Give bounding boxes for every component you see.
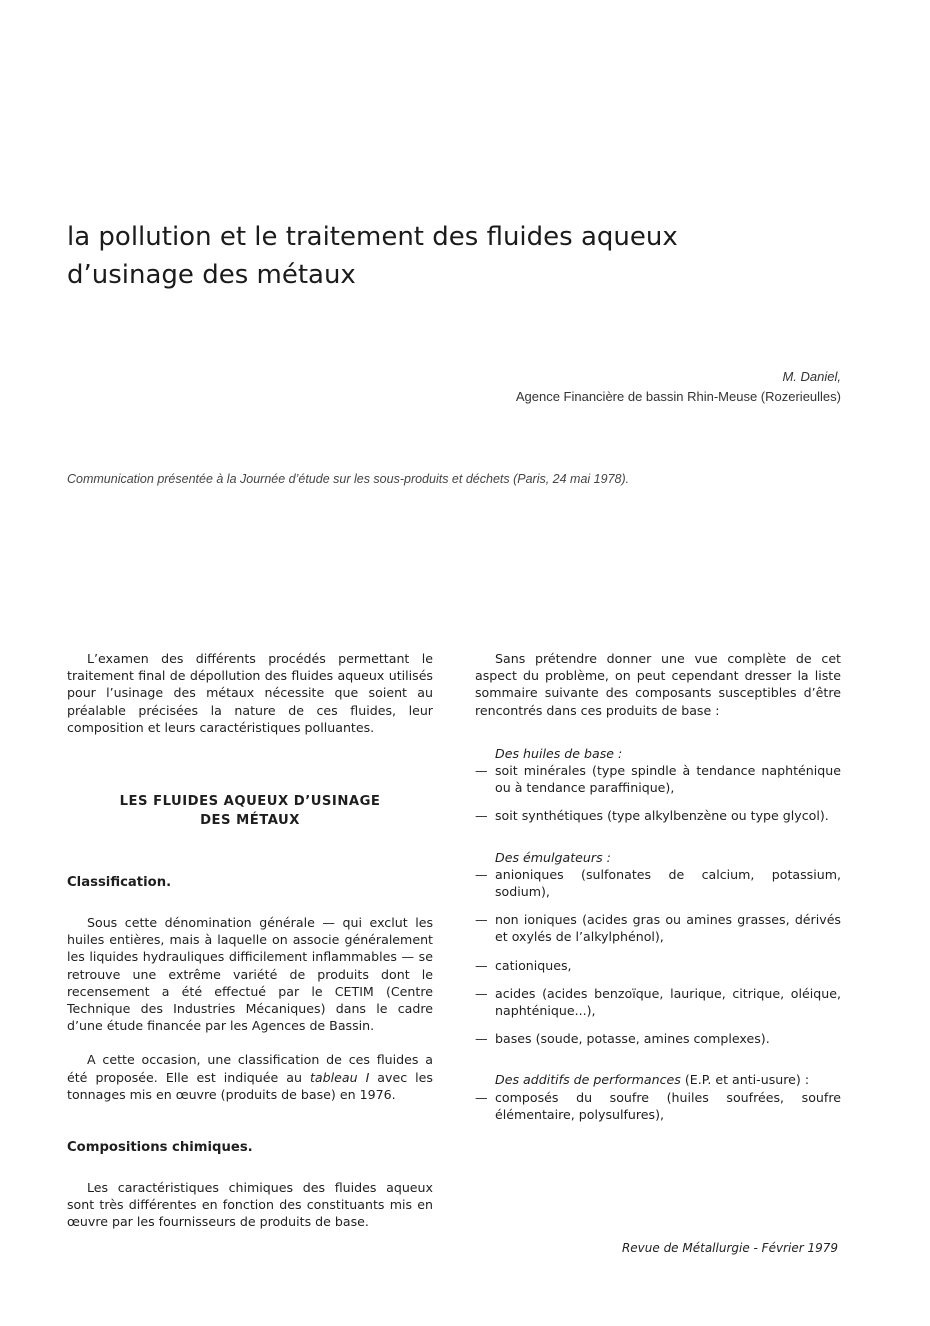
list-item (475, 762, 841, 796)
dash-bullet: — (475, 808, 488, 824)
list-item (475, 957, 841, 974)
list-additifs (475, 1089, 841, 1123)
list-item-text: composés du soufre (huiles soufrées, soufre élémentaire, polysulfures), (495, 1089, 841, 1122)
list-item (475, 866, 841, 900)
author-name: M. Daniel, (782, 369, 841, 384)
communication-note: Communication présentée à la Journée d’étude sur les sous-produits et déchets (Paris, 24 mai 1978). (67, 472, 630, 486)
dash-bullet: — (475, 985, 488, 1001)
table-reference: tableau I (309, 1069, 370, 1085)
dash-bullet: — (475, 763, 488, 779)
list-item-text: bases (soude, potasse, amines complexes). (495, 1031, 770, 1047)
article-title-line-1: la pollution et le traitement des fluides aqueux (67, 222, 678, 252)
intro-paragraph: L’examen des différents procédés permettant le traitement final de dépollution des fluides aqueux utilisés pour l’usinage des métaux nécessite que soient au préalable précisées la nature de ces fluides, leur composition et leurs caractéristiques polluantes. (67, 651, 433, 735)
group-label-additifs-italic: Des additifs de performances (495, 1072, 681, 1088)
compositions-paragraph-1: Les caractéristiques chimiques des fluides aqueux sont très différentes en fonction des constituants mis en œuvre par les fournisseurs de produits de base. (67, 1180, 433, 1230)
group-label-additifs (475, 1071, 841, 1088)
section-heading-line-1: LES FLUIDES AQUEUX D’USINAGE (119, 794, 381, 810)
group-label-emulgateurs: Des émulgateurs : (495, 849, 611, 865)
list-item-text: non ioniques (acides gras ou amines grasses, dérivés et oxylés de l’alkylphénol), (495, 912, 841, 945)
right-column (475, 650, 841, 1134)
list-item (475, 985, 841, 1019)
list-item (475, 911, 841, 945)
author-affiliation: Agence Financière de bassin Rhin-Meuse (Rozerieulles) (515, 389, 841, 404)
dash-bullet: — (475, 866, 488, 882)
list-huiles (475, 762, 841, 825)
author-block (516, 367, 841, 407)
list-emulgateurs (475, 866, 841, 1048)
classification-paragraph-2 (67, 1051, 433, 1103)
list-item-text: cationiques, (495, 957, 572, 973)
dash-bullet: — (475, 912, 488, 928)
section-heading-line-2: DES MÉTAUX (200, 813, 300, 829)
group-label-additifs-rest: (E.P. et anti-usure) : (680, 1072, 810, 1088)
list-item-text: soit synthétiques (type alkylbenzène ou type glycol). (495, 808, 829, 824)
list-item (475, 1030, 841, 1047)
list-item (475, 1089, 841, 1123)
article-title-line-2: d’usinage des métaux (67, 260, 356, 290)
classification-paragraph-2-start: A cette occasion, une classification de ces fluides a été proposée. Elle est indiquée au (67, 1052, 433, 1085)
dash-bullet: — (475, 1031, 488, 1047)
left-column (67, 650, 433, 1231)
compositions-heading: Compositions chimiques. (67, 1140, 253, 1156)
list-item-text: soit minérales (type spindle à tendance naphténique ou à tendance paraffinique), (495, 763, 841, 796)
article-title (67, 218, 827, 294)
right-intro-paragraph: Sans prétendre donner une vue complète de cet aspect du problème, on peut cependant dresser la liste sommaire suivante des composants susceptibles d’être rencontrés dans ces produits de base : (475, 651, 841, 718)
journal-footer: Revue de Métallurgie - Février 1979 (621, 1241, 838, 1255)
classification-heading: Classification. (67, 875, 172, 891)
dash-bullet: — (475, 1089, 488, 1105)
list-item (475, 807, 841, 824)
classification-paragraph-1: Sous cette dénomination générale — qui exclut les huiles entières, mais à laquelle on associe généralement les liquides hydrauliques difficilement inflammables — se retrouve une extrême variété de produits dont le recensement a été effectué par le CETIM (Centre Technique des Industries Mécaniques) dans le cadre d’une étude financée par les Agences de Bassin. (67, 915, 433, 1034)
dash-bullet: — (475, 957, 488, 973)
classification-paragraph-2-end: avec les tonnages mis en œuvre (produits de base) en 1976. (67, 1069, 433, 1102)
list-item-text: anioniques (sulfonates de calcium, potassium, sodium), (495, 866, 841, 900)
list-item-text: acides (acides benzoïque, laurique, citrique, oléique, naphténique...), (495, 985, 841, 1019)
section-heading (67, 792, 433, 830)
group-label-huiles: Des huiles de base : (495, 745, 623, 761)
